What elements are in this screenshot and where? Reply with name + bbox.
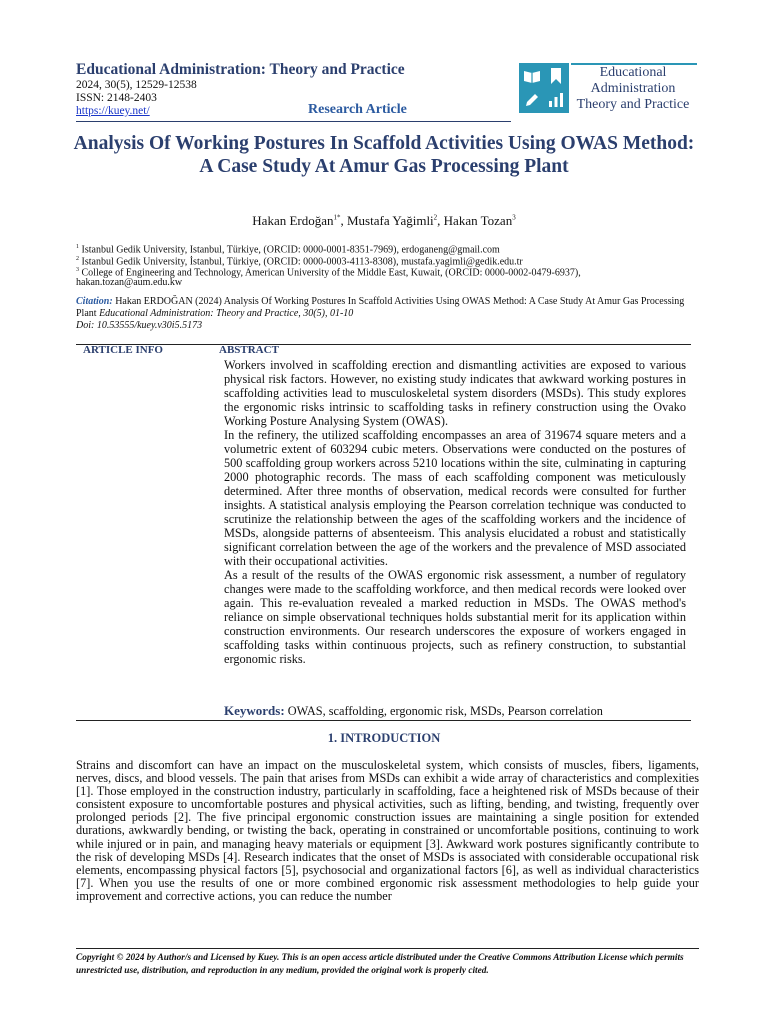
- abstract-paragraph: As a result of the results of the OWAS ergonomic risk assessment, a number of regulatory changes were made to the scaffolding workforce, and then medical records were looked over again. This re-evaluation revealed a marked reduction in MSDs. The OWAS method's reliance on simple observational techniques holds substantial merit for its application within construction environments. Our research underscores the exposure of workers engaged in scaffolding tasks within continuous projects, such as refinery construction, to substantial ergonomic risks.: [224, 568, 686, 666]
- abstract-paragraph: In the refinery, the utilized scaffolding encompasses an area of 319674 square meters and a volumetric extent of 603294 cubic meters. Observations were conducted on the postures of 500 scaffolding group workers across 5210 locations within the site, culminating in capturing 2000 photographic records. The mass of each scaffolding component was meticulously determined. After three months of observation, medical records were consulted for further insights. A statistical analysis employing the Pearson correlation technique was conducted to scrutinize the relationship between the ages of the scaffolding workers and the incidence of MSDs, alongside patterns of absenteeism. This analysis elucidated a robust and statistically significant correlation between the age of the workers and the prevalence of MSD associated with their occupational activities.: [224, 428, 686, 568]
- affiliation-continued: hakan.tozan@aum.edu.kw: [76, 277, 183, 288]
- author-list: Hakan Erdoğan$^{1*}$, Mustafa Yağimli$^2$, Hakan Tozan$^3$: [252, 213, 516, 228]
- article-info-label: ARTICLE INFO: [83, 344, 163, 356]
- keywords-list: OWAS, scaffolding, ergonomic risk, MSDs, Pearson correlation: [287, 704, 603, 718]
- open-book-icon: [522, 66, 542, 86]
- license-footer: Copyright © 2024 by Author/s and Licensed by Kuey. This is an open access article distributed under the Creative Commons Attribution License which permits unrestricted use, distribution, and reproduction in any medium, provided the original work is properly cited.: [76, 953, 684, 976]
- author-name: Mustafa Yağimli: [347, 213, 434, 228]
- affiliation-text: Istanbul Gedik University, Istanbul, Türkiye, (ORCID: 0000-0001-8351-7969), erdoganeng@gmail.com: [81, 244, 500, 256]
- citation-label: Citation:: [76, 296, 113, 307]
- journal-title: Educational Administration: Theory and Practice: [76, 61, 405, 78]
- issn: ISSN: 2148-2403: [76, 92, 157, 104]
- journal-url-link[interactable]: https://kuey.net/: [76, 105, 150, 117]
- paper-title: Analysis Of Working Postures In Scaffold Activities Using OWAS Method: A Case Study At Amur Gas Processing Plant: [73, 133, 695, 177]
- citation-text: Hakan ERDOĞAN (2024) Analysis Of Working Postures In Scaffold Activities Using OWAS Method: A Case Study At Amur Gas Processing Plant: [76, 296, 685, 319]
- affiliation-text: College of Engineering and Technology, American University of the Middle East, Kuwait, (ORCID: 0000-0002-0479-6937),: [81, 267, 581, 279]
- abstract-label: ABSTRACT: [219, 344, 279, 356]
- abstract-box-top-rule: [76, 344, 691, 345]
- affiliation-mark: 1: [76, 244, 79, 250]
- article-type: Research Article: [308, 102, 407, 117]
- abstract-box-bottom-rule: [76, 720, 691, 721]
- logo-line-3: Theory and Practice: [576, 97, 690, 112]
- author-affiliation-mark: 3: [512, 213, 516, 222]
- abstract-body: [224, 358, 686, 666]
- chart-icon: [546, 90, 566, 110]
- author-name: Hakan Erdoğan: [252, 213, 334, 228]
- doi: Doi: 10.53555/kuey.v30i5.5173: [76, 320, 203, 331]
- author-affiliation-mark: 1*: [333, 213, 341, 222]
- introduction-paragraph: Strains and discomfort can have an impact on the musculoskeletal system, which consists of muscles, fibers, ligaments, nerves, discs, and blood vessels. The pain that arises from MSDs can exhibit a wide array of characteristics and complexities [1]. Those employed in the construction industry, particularly in scaffolding, face a heightened risk of MSDs because of their consistent exposure to uncomfortable postures and physical activities, such as lifting, bending, and twisting, frequently over prolonged periods [2]. The five principal ergonomic construction issues are maintaining a single position for extended durations, awkwardly bending, or twisting the back, operating in constrained or uncomfortable positions, continuing to work while injured or in pain, and managing heavy materials or equipment [3]. Awkward work postures significantly contribute to the risk of developing MSDs [4]. Research indicates that the onset of MSDs is associated with considerable occupational risk elements, encompassing physical factors [5], psychosocial and organizational factors [6], as well as individual characteristics [7]. When you use the results of one or more combined ergonomic risk assessment methodologies to help guide your improvement and corrective actions, you can reduce the number: [76, 758, 699, 903]
- logo-line-1: Educational: [599, 65, 667, 80]
- header-divider: [76, 121, 511, 122]
- journal-logo: [519, 63, 697, 113]
- abstract-paragraph: Workers involved in scaffolding erection and dismantling activities are exposed to various physical risk factors. However, no existing study indicates that awkward working postures in scaffolding activities lead to musculoskeletal system disorders (MSDs). This study explores the ergonomic risks intrinsic to scaffolding tasks in refinery construction using the Ovako Working Posture Analysing System (OWAS).: [224, 358, 686, 428]
- citation: [76, 296, 701, 320]
- author-name: Hakan Tozan: [443, 213, 513, 228]
- logo-text: [569, 65, 697, 113]
- pencil-icon: [522, 90, 542, 110]
- author-affiliation-mark: 2: [433, 213, 438, 222]
- footer-divider: [76, 948, 699, 949]
- citation-journal: Educational Administration: Theory and Practice, 30(5), 01-10: [99, 308, 354, 319]
- affiliation-text: Istanbul Gedik University, İstanbul, Türkiye, (ORCID: 0000-0003-4113-8308), mustafa.yagimli@gedik.edu.tr: [81, 256, 523, 268]
- volume-line: 2024, 30(5), 12529-12538: [76, 79, 197, 91]
- bookmark-icon: [546, 66, 566, 86]
- keywords: [224, 703, 686, 719]
- logo-line-2: Administration: [590, 81, 676, 96]
- section-heading: 1. INTRODUCTION: [327, 731, 441, 745]
- affiliation-mark: 2: [76, 256, 79, 262]
- affiliation-mark: 3: [76, 267, 79, 273]
- logo-icon-grid: [519, 63, 569, 113]
- keywords-label: Keywords:: [224, 703, 285, 718]
